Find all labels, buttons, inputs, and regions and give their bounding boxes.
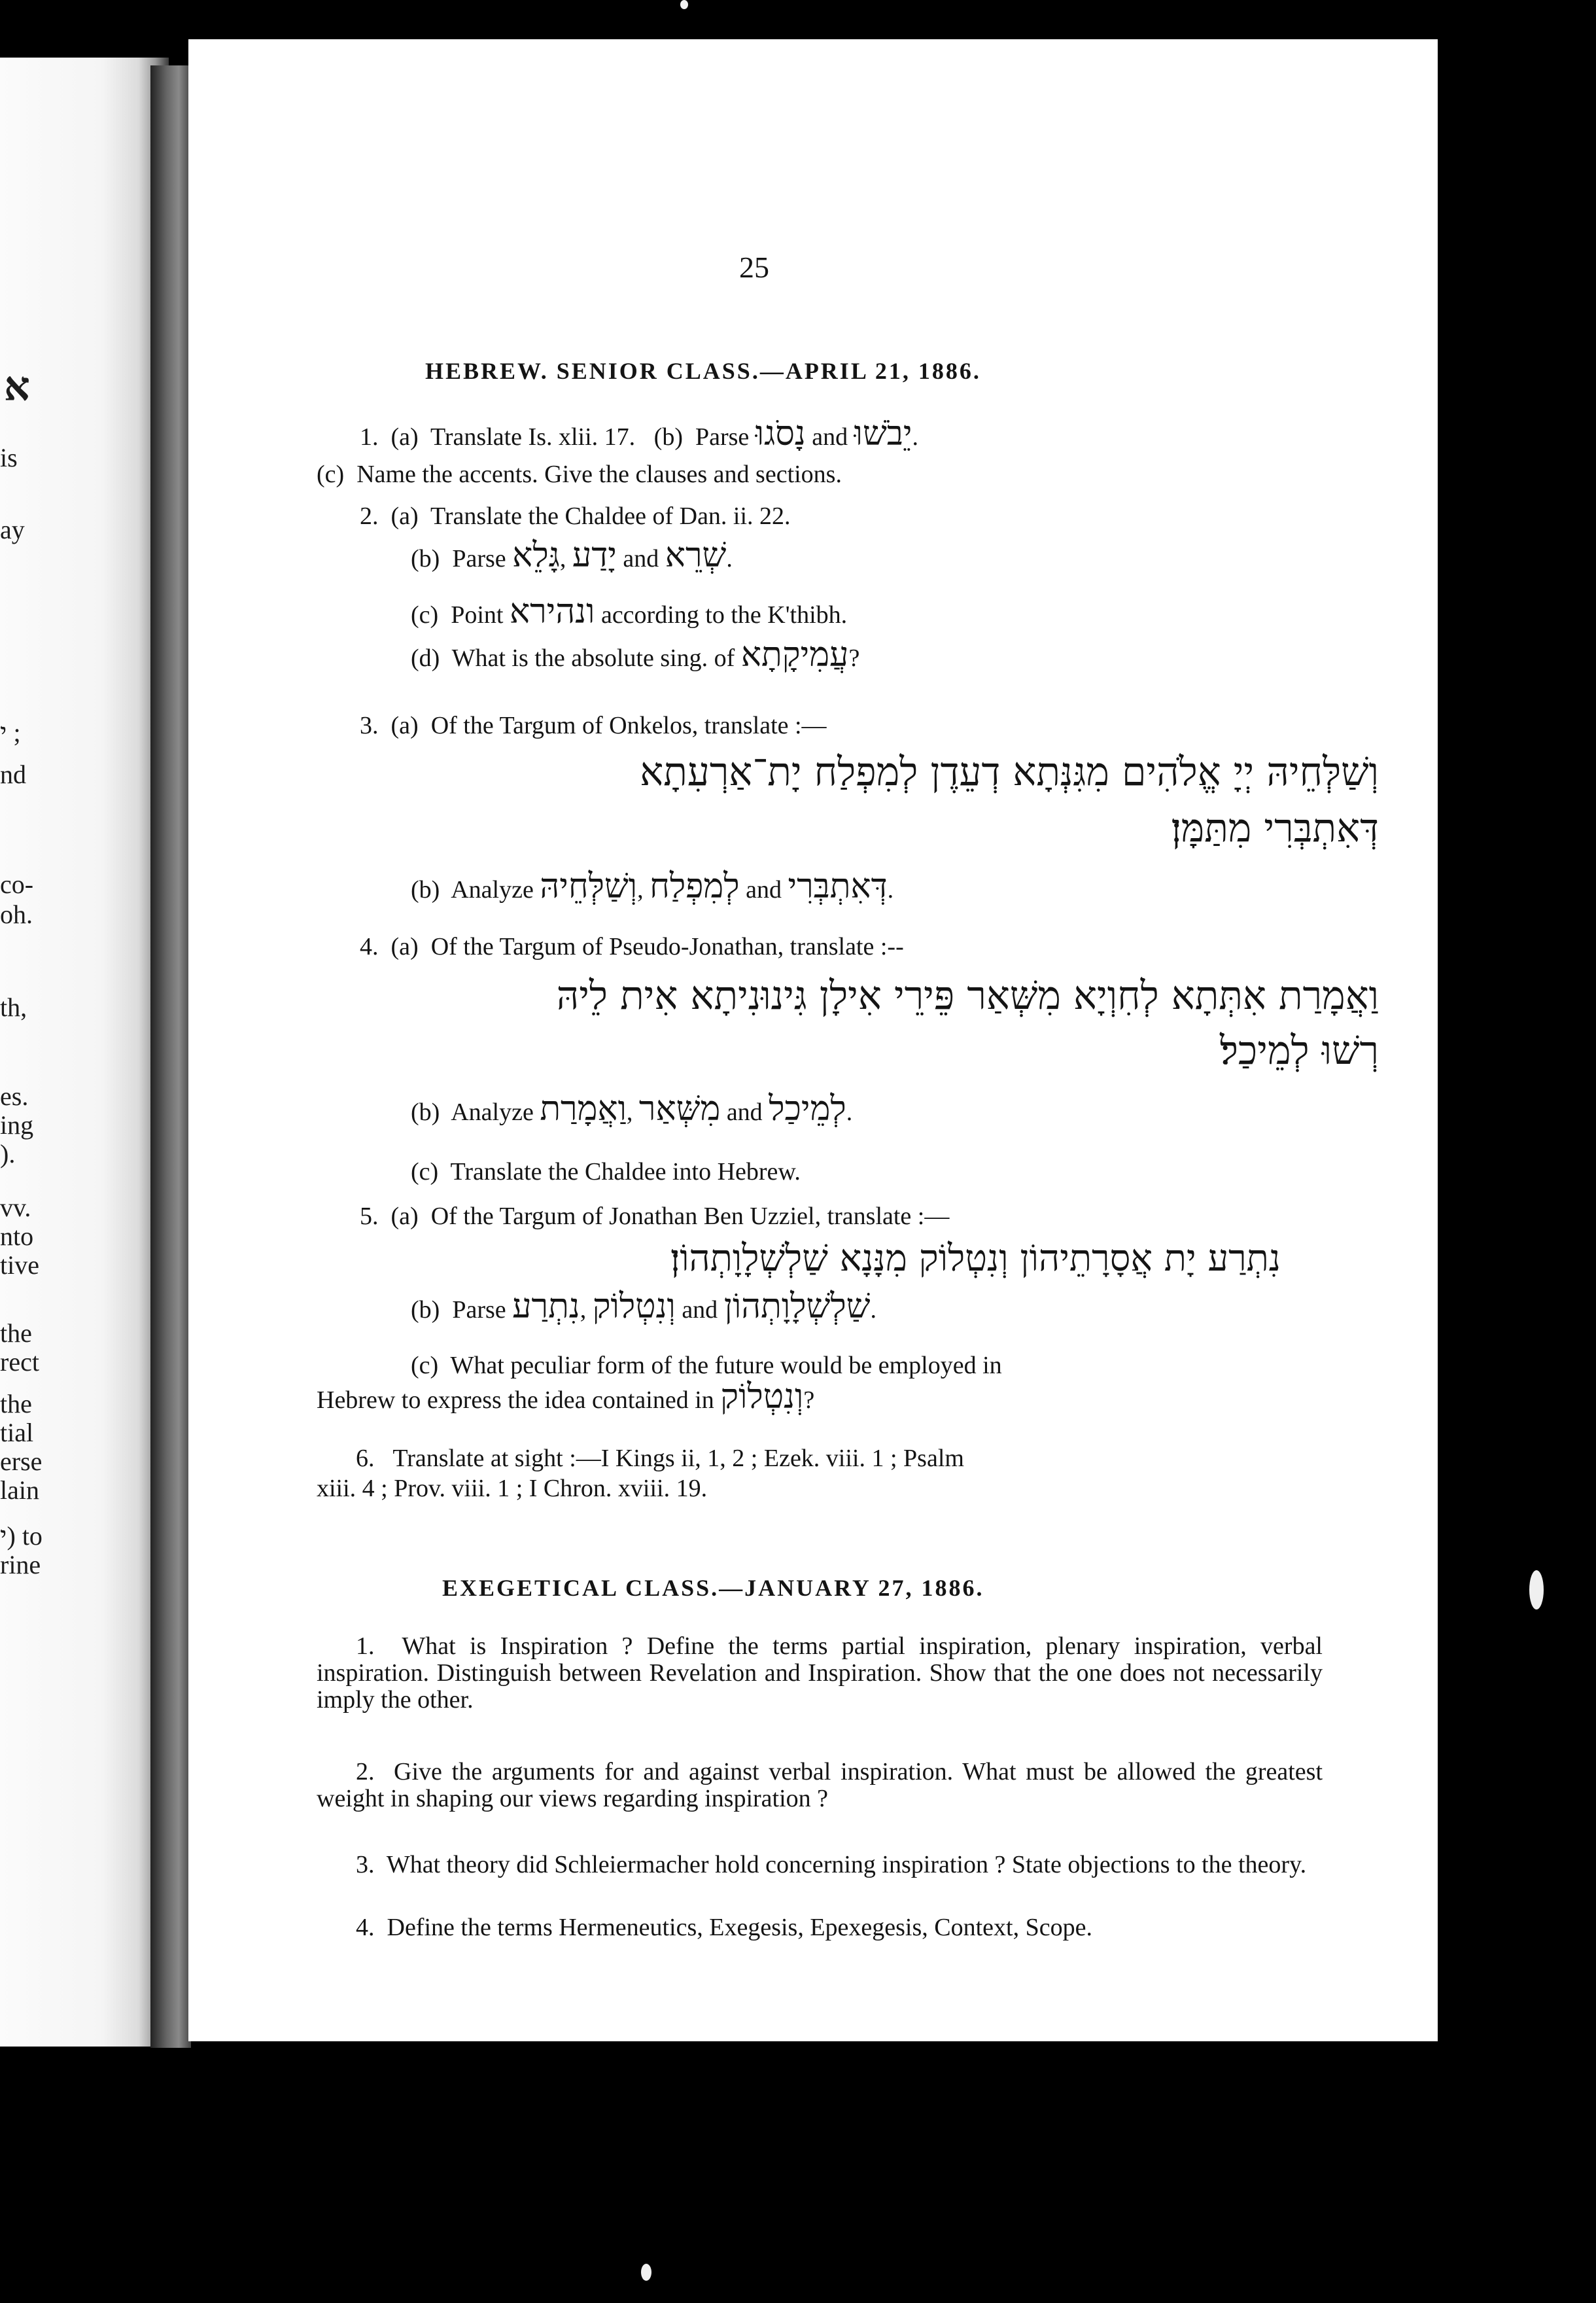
left-fragment: ay (0, 515, 25, 544)
question-number: 1. (356, 1632, 375, 1660)
question-text: according to the K'thibh. (600, 601, 848, 629)
book-spine-shadow (150, 65, 191, 2048)
question-number: 2. (356, 1758, 375, 1785)
question-text: What theory did Schleiermacher hold concerning inspiration ? State objections to the theory. (386, 1851, 1307, 1878)
question-number: 3. (356, 1851, 375, 1878)
question-4-part-b (411, 1089, 853, 1129)
part-label: (b) (411, 876, 440, 904)
part-label: (a) (390, 933, 419, 960)
question-text: Parse (452, 1296, 506, 1324)
part-label: (a) (390, 712, 419, 739)
left-fragment: vv. (0, 1193, 31, 1222)
question-text: Name the accents. Give the clauses and sections. (356, 461, 842, 488)
facing-page-edge (0, 58, 169, 2047)
question-2-part-d (411, 635, 860, 675)
hebrew-word: וְנִטְלוֹק (592, 1287, 676, 1326)
hebrew-passage-line: דְּאִתְבְּרִי מִתַּמָּן׃ (1171, 805, 1379, 851)
left-fragment: א (4, 365, 30, 410)
question-number: 3. (360, 712, 379, 739)
conjunction: and (623, 545, 659, 572)
question-6-cont: xiii. 4 ; Prov. viii. 1 ; I Chron. xviii. 19. (317, 1475, 708, 1502)
part-label: (a) (390, 502, 419, 530)
question-5-part-b (411, 1287, 876, 1326)
punctuation: , (626, 1099, 633, 1126)
left-fragment: י ; (0, 718, 21, 747)
part-label: (d) (411, 644, 440, 672)
hebrew-word: שְׁרֵא (665, 536, 727, 575)
question-3 (360, 711, 827, 741)
left-fragment: lain (0, 1475, 39, 1505)
conjunction: and (726, 1099, 763, 1126)
punctuation: . (726, 545, 733, 572)
left-fragment: rect (0, 1347, 39, 1377)
question-text: Analyze (451, 876, 534, 904)
question-text: Parse (452, 545, 506, 572)
hebrew-passage-line: נִתְרַע יָת אֲסָרָתֵיהוֹן וְנִטְלוֹק מִנָּנָא שַׁלְשְׁלָוָתְהוֹן׃ (670, 1237, 1281, 1280)
hebrew-section-heading: HEBREW. SENIOR CLASS.—APRIL 21, 1886. (425, 358, 981, 384)
left-fragment: rine (0, 1550, 41, 1579)
exegetical-question-3 (317, 1852, 1323, 1878)
left-fragment: erse (0, 1447, 43, 1476)
question-text: Translate the Chaldee of Dan. ii. 22. (430, 502, 791, 530)
page-number: 25 (739, 251, 769, 284)
hebrew-word: יָדַע (572, 536, 617, 575)
question-text: Define the terms Hermeneutics, Exegesis, Epexegesis, Context, Scope. (387, 1914, 1092, 1941)
part-label: (b) (411, 1296, 440, 1324)
punctuation: . (912, 423, 918, 451)
left-fragment: oh. (0, 900, 33, 929)
question-3-part-b (411, 867, 894, 906)
punctuation: , (580, 1296, 587, 1324)
question-number: 6. (356, 1445, 375, 1472)
question-5-part-c (411, 1350, 1002, 1380)
question-5 (360, 1201, 949, 1231)
hebrew-word: יֵבֹשׁוּ (854, 414, 912, 453)
scan-speck (1529, 1570, 1544, 1609)
left-fragment: nd (0, 760, 26, 789)
hebrew-word: לְמֵיכַל (769, 1089, 846, 1129)
hebrew-word: דְּאִתְבְּרִי (788, 867, 888, 906)
scan-speck (641, 2264, 651, 2281)
question-2-part-c (411, 592, 848, 631)
question-number: 4. (360, 933, 379, 960)
hebrew-passage-line: וַאֲמָרַת אִתְּתָא לְחִוְיָא מִשְּׁאַר פֵּירֵי אִילָן גִּינוּנִיתָא אִית לֵיהּ (556, 973, 1379, 1019)
question-number: 5. (360, 1203, 379, 1230)
left-fragment: the (0, 1389, 32, 1418)
hebrew-word: וְשַׁלְּחֵיהּ (540, 867, 638, 906)
left-fragment: the (0, 1318, 32, 1348)
hebrew-word: ונהירא (509, 592, 595, 631)
conjunction: and (812, 423, 848, 451)
hebrew-word: וַאֲמָרַת (540, 1089, 627, 1129)
hebrew-passage-line: וְשַׁלְּחֵיהּ יְיָ אֱלֹהִים מִגִּנְּתָא דְעֵדֶן לְמִפְלַח יָת־אַרְעִתָא (640, 749, 1379, 795)
question-text: Of the Targum of Jonathan Ben Uzziel, translate :— (430, 1203, 950, 1230)
question-text: Hebrew to express the idea contained in (317, 1386, 714, 1414)
part-label: (a) (390, 423, 419, 451)
question-1-part-c (317, 459, 842, 489)
left-fragment: th, (0, 993, 27, 1022)
question-text: Of the Targum of Onkelos, translate :— (430, 712, 827, 739)
left-fragment: tive (0, 1250, 39, 1280)
exegetical-question-4 (317, 1914, 1323, 1941)
part-label: (b) (411, 545, 440, 572)
question-6 (356, 1443, 964, 1473)
question-number: 2. (360, 502, 379, 530)
hebrew-word: לְמִפְלַח (650, 867, 740, 906)
question-text: What peculiar form of the future would be employed in (450, 1352, 1002, 1379)
question-text: Translate at sight :—I Kings ii, 1, 2 ; Ezek. viii. 1 ; Psalm (392, 1445, 964, 1472)
left-fragment: nto (0, 1222, 34, 1251)
part-label: (c) (411, 601, 439, 629)
left-fragment: co- (0, 870, 34, 899)
question-text: Translate the Chaldee into Hebrew. (450, 1158, 801, 1186)
exegetical-question-2 (317, 1759, 1323, 1812)
hebrew-word: נִתְרַע (512, 1287, 580, 1326)
question-1 (360, 414, 918, 453)
punctuation: ? (848, 644, 860, 672)
punctuation: . (887, 876, 894, 904)
punctuation: . (846, 1099, 853, 1126)
part-label: (a) (390, 1203, 419, 1230)
hebrew-word: עֲמִיקָתָא (740, 635, 849, 675)
hebrew-word: נָסֹגוּ (755, 414, 806, 453)
exegetical-question-1 (317, 1633, 1323, 1714)
question-4-part-c (411, 1157, 801, 1187)
question-text: Analyze (451, 1099, 534, 1126)
question-text: What is the absolute sing. of (451, 644, 735, 672)
question-text: Of the Targum of Pseudo-Jonathan, translate :-- (430, 933, 904, 960)
exegetical-section-heading: EXEGETICAL CLASS.—JANUARY 27, 1886. (442, 1575, 984, 1601)
question-text: What is Inspiration ? Define the terms partial inspiration, plenary inspiration, verbal inspiration. Distinguish between Revelation and Inspiration. Show that the one does not necessarily imply the other. (317, 1632, 1323, 1714)
punctuation: , (637, 876, 644, 904)
part-label: (c) (411, 1352, 439, 1379)
hebrew-word: וְנִטְלוֹק (720, 1377, 804, 1416)
punctuation: . (870, 1296, 876, 1324)
question-text: Point (451, 601, 504, 629)
punctuation: , (559, 545, 566, 572)
hebrew-word: שַׁלְשְׁלָוָתְהוֹן (723, 1287, 871, 1326)
hebrew-word: מִשְּׁאַר (638, 1089, 721, 1129)
question-number: 4. (356, 1914, 375, 1941)
question-text: Parse (695, 423, 750, 451)
part-label: (b) (411, 1099, 440, 1126)
part-label: (c) (411, 1158, 439, 1186)
punctuation: ? (803, 1386, 815, 1414)
left-fragment: es. (0, 1081, 29, 1111)
question-number: 1. (360, 423, 379, 451)
left-fragment: tial (0, 1418, 34, 1447)
question-2-part-b (411, 536, 733, 575)
left-fragment: ing (0, 1110, 34, 1140)
question-2 (360, 501, 791, 531)
conjunction: and (682, 1296, 718, 1324)
conjunction: and (746, 876, 782, 904)
hebrew-word: גָּלֵא (512, 536, 560, 575)
left-fragment: is (0, 443, 18, 472)
hebrew-passage-line: רְשׁוּ לְמֵיכַל׃ (1219, 1028, 1379, 1074)
book-page (188, 39, 1438, 2041)
left-fragment: ). (0, 1139, 16, 1169)
scan-speck (680, 0, 688, 9)
question-4 (360, 932, 904, 962)
left-fragment: י) to (0, 1521, 43, 1551)
part-label: (c) (317, 461, 345, 488)
question-5-part-c-cont (317, 1377, 815, 1416)
question-text: Give the arguments for and against verbal inspiration. What must be allowed the greatest weight in shaping our views regarding inspiration ? (317, 1758, 1323, 1812)
question-text: Translate Is. xlii. 17. (430, 423, 636, 451)
part-label: (b) (653, 423, 683, 451)
